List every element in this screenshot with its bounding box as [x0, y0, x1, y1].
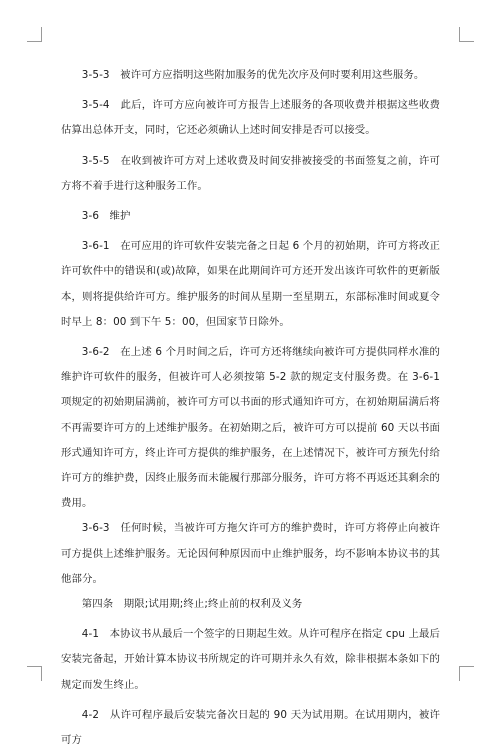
- clause-3-6-1: 3-6-1 在可应用的许可软件安装完备之日起 6 个月的初始期，许可方将改正许可软件中的错误和(或)故障，如果在此期间许可方还开发出该许可软件的更新版本，则将提供给许可方。维护服务的时间从星期一至星期五，东部标准时间或夏令时早上 8：00 到下午 5：00，但国家节日除外。: [61, 240, 440, 328]
- clause-3-5-5: 3-5-5 在收到被许可方对上述收费及时间安排被接受的书面签复之前，许可方将不着手进行这种服务工作。: [61, 154, 440, 192]
- clause-4-1: 4-1 本协议书从最后一个签字的日期起生效。从许可程序在指定 cpu 上最后安装完备起，开始计算本协议书所规定的许可期并永久有效，除非根据本条如下的规定而发生终止。: [61, 628, 440, 691]
- crop-mark-bottom-left: [27, 666, 42, 681]
- document-body: [61, 63, 440, 753]
- clause-4-2: 4-2 从许可程序最后安装完备次日起的 90 天为试用期。在试用期内，被许可方: [61, 708, 440, 747]
- clause-3-6-2: 3-6-2 在上述 6 个月时间之后，许可方还将继续向被许可方提供同样水准的维护许可软件的服务，但被许可人必须按第 5-2 款的规定支付服务费。在 3-6-1 项规定的初始期届满前，被许可方可以书面的形式通知许可方，在初始期届满后将不再需要许可方的上述维护服务。在初始期之后，被许可方可以提前 60 天以书面形式通知许可方，终止许可方提供的维护服务，在上述情况下，被许可方预先付给许可方的维护费，因终止服务而未能履行那部分服务，许可方将不再返还其剩余的费用。: [61, 346, 440, 510]
- crop-mark-top-left: [27, 27, 42, 42]
- crop-mark-bottom-right: [459, 666, 474, 681]
- clause-3-5-3: 3-5-3 被许可方应指明这些附加服务的优先次序及何时要利用这些服务。: [81, 69, 425, 81]
- article-4-heading: 第四条 期限;试用期;终止;终止前的权利及义务: [81, 598, 303, 611]
- clause-3-6-3: 3-6-3 任何时候，当被许可方拖欠许可方的维护费时，许可方将停止向被许可方提供上述维护服务。无论因何种原因而中止维护服务，均不影响本协议书的其他部分。: [61, 522, 440, 585]
- section-heading-3-6: 3-6 维护: [81, 210, 131, 223]
- clause-3-5-4: 3-5-4 此后，许可方应向被许可方报告上述服务的各项收费并根据这些收费估算出总体开支，同时，它还必须确认上述时间安排是否可以接受。: [61, 99, 440, 137]
- crop-mark-top-right: [459, 27, 474, 42]
